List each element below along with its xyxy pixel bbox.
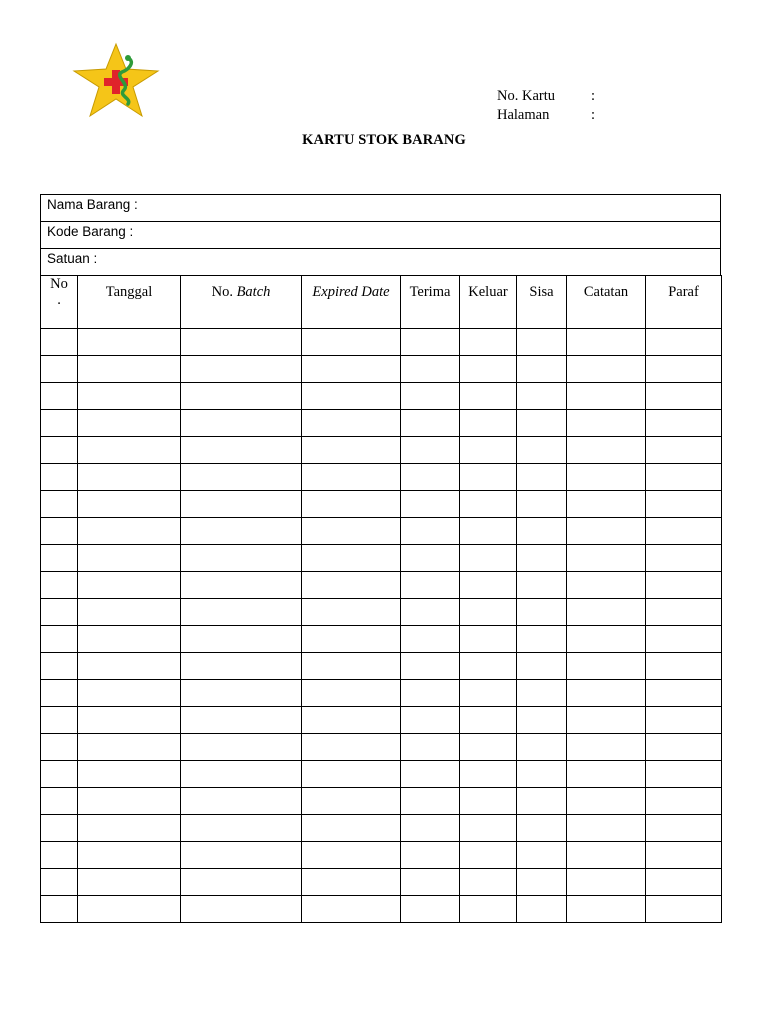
table-cell [460, 626, 517, 653]
table-cell [41, 842, 78, 869]
table-row [41, 707, 722, 734]
table-cell [460, 329, 517, 356]
table-cell [401, 383, 460, 410]
table-cell [181, 680, 302, 707]
col-no-dot: . [57, 292, 61, 308]
table-cell [460, 356, 517, 383]
table-cell [41, 761, 78, 788]
table-cell [41, 545, 78, 572]
table-cell [401, 707, 460, 734]
table-cell [302, 437, 401, 464]
table-cell [181, 599, 302, 626]
table-cell [567, 734, 646, 761]
table-body [41, 329, 722, 923]
table-cell [78, 626, 181, 653]
item-info-box [40, 194, 721, 275]
table-cell [646, 788, 722, 815]
table-cell [401, 410, 460, 437]
table-cell [646, 815, 722, 842]
table-row [41, 896, 722, 923]
table-cell [401, 329, 460, 356]
table-cell [78, 815, 181, 842]
table-row [41, 545, 722, 572]
table-cell [460, 761, 517, 788]
table-cell [41, 464, 78, 491]
table-cell [181, 626, 302, 653]
table-cell [401, 518, 460, 545]
table-cell [78, 680, 181, 707]
table-cell [78, 329, 181, 356]
table-cell [517, 599, 567, 626]
table-cell [567, 761, 646, 788]
table-cell [517, 518, 567, 545]
table-cell [517, 464, 567, 491]
table-cell [181, 410, 302, 437]
table-cell [646, 545, 722, 572]
table-cell [401, 491, 460, 518]
table-cell [181, 653, 302, 680]
table-cell [41, 896, 78, 923]
table-cell [567, 842, 646, 869]
table-cell [646, 410, 722, 437]
table-cell [646, 437, 722, 464]
table-cell [517, 734, 567, 761]
table-cell [567, 410, 646, 437]
table-cell [302, 761, 401, 788]
table-cell [181, 869, 302, 896]
table-cell [41, 869, 78, 896]
table-cell [567, 626, 646, 653]
table-cell [401, 356, 460, 383]
table-cell [517, 410, 567, 437]
table-cell [401, 626, 460, 653]
col-notes: Catatan [567, 276, 646, 329]
table-cell [460, 383, 517, 410]
table-cell [302, 680, 401, 707]
table-cell [78, 599, 181, 626]
table-cell [302, 329, 401, 356]
col-no [41, 276, 78, 329]
col-batch-italic: Batch [236, 284, 271, 300]
table-cell [567, 653, 646, 680]
table-cell [401, 599, 460, 626]
item-code-row: Kode Barang : [40, 221, 721, 248]
table-cell [460, 572, 517, 599]
table-cell [78, 518, 181, 545]
table-cell [41, 491, 78, 518]
table-cell [302, 383, 401, 410]
table-cell [41, 788, 78, 815]
card-meta [497, 87, 595, 125]
table-row [41, 869, 722, 896]
table-cell [181, 464, 302, 491]
table-cell [517, 356, 567, 383]
table-cell [567, 383, 646, 410]
table-cell [646, 572, 722, 599]
table-cell [41, 653, 78, 680]
table-cell [646, 599, 722, 626]
table-cell [41, 356, 78, 383]
table-cell [401, 545, 460, 572]
table-cell [517, 707, 567, 734]
table-cell [646, 842, 722, 869]
table-cell [646, 626, 722, 653]
table-cell [401, 788, 460, 815]
table-cell [646, 680, 722, 707]
table-cell [181, 545, 302, 572]
table-cell [567, 815, 646, 842]
table-cell [567, 599, 646, 626]
table-cell [181, 518, 302, 545]
card-number-label: No. Kartu [497, 88, 555, 104]
table-cell [302, 734, 401, 761]
table-cell [460, 599, 517, 626]
table-cell [302, 410, 401, 437]
table-cell [517, 842, 567, 869]
table-cell [646, 464, 722, 491]
table-row [41, 599, 722, 626]
table-row [41, 572, 722, 599]
table-cell [567, 545, 646, 572]
table-cell [646, 896, 722, 923]
col-received: Terima [401, 276, 460, 329]
table-cell [517, 761, 567, 788]
page-title: KARTU STOK BARANG [302, 132, 466, 148]
table-cell [78, 707, 181, 734]
table-cell [41, 410, 78, 437]
table-cell [646, 734, 722, 761]
logo-star-icon [70, 42, 162, 118]
table-cell [181, 437, 302, 464]
table-cell [181, 734, 302, 761]
page-label: Halaman [497, 107, 550, 123]
table-row [41, 761, 722, 788]
table-cell [401, 761, 460, 788]
table-cell [517, 437, 567, 464]
table-row [41, 680, 722, 707]
table-cell [460, 734, 517, 761]
table-cell [646, 383, 722, 410]
table-header-row [41, 276, 722, 329]
table-cell [181, 491, 302, 518]
table-cell [517, 680, 567, 707]
table-row [41, 464, 722, 491]
table-cell [460, 410, 517, 437]
table-cell [302, 545, 401, 572]
table-cell [181, 842, 302, 869]
table-cell [181, 761, 302, 788]
table-cell [517, 815, 567, 842]
table-row [41, 734, 722, 761]
table-cell [567, 437, 646, 464]
table-cell [41, 815, 78, 842]
table-cell [181, 329, 302, 356]
col-batch [181, 276, 302, 329]
snake-head [125, 55, 131, 61]
table-cell [646, 329, 722, 356]
card-number-sep: : [591, 88, 596, 104]
table-cell [460, 707, 517, 734]
table-cell [302, 518, 401, 545]
table-cell [517, 572, 567, 599]
table-cell [517, 653, 567, 680]
table-cell [41, 329, 78, 356]
table-cell [401, 437, 460, 464]
table-cell [567, 491, 646, 518]
table-cell [401, 869, 460, 896]
table-cell [41, 707, 78, 734]
table-row [41, 518, 722, 545]
table-cell [41, 572, 78, 599]
card-number-row [497, 87, 595, 106]
table-row [41, 815, 722, 842]
table-cell [78, 761, 181, 788]
table-cell [78, 788, 181, 815]
table-cell [302, 788, 401, 815]
table-cell [460, 788, 517, 815]
table-cell [181, 707, 302, 734]
table-cell [646, 356, 722, 383]
table-cell [181, 896, 302, 923]
col-expired: Expired Date [302, 276, 401, 329]
table-cell [567, 869, 646, 896]
table-cell [78, 464, 181, 491]
table-cell [302, 572, 401, 599]
table-cell [517, 788, 567, 815]
table-cell [567, 707, 646, 734]
table-cell [517, 545, 567, 572]
table-cell [302, 842, 401, 869]
table-cell [41, 383, 78, 410]
table-cell [517, 491, 567, 518]
table-cell [517, 383, 567, 410]
table-row [41, 653, 722, 680]
table-cell [517, 896, 567, 923]
table-cell [460, 815, 517, 842]
table-cell [78, 842, 181, 869]
table-cell [41, 518, 78, 545]
table-row [41, 491, 722, 518]
table-cell [401, 842, 460, 869]
table-row [41, 842, 722, 869]
table-cell [78, 869, 181, 896]
table-cell [646, 491, 722, 518]
table-cell [646, 869, 722, 896]
table-cell [401, 815, 460, 842]
table-cell [302, 653, 401, 680]
table-cell [302, 707, 401, 734]
table-cell [302, 599, 401, 626]
table-cell [460, 545, 517, 572]
table-cell [567, 896, 646, 923]
table-row [41, 383, 722, 410]
table-cell [646, 653, 722, 680]
table-cell [517, 329, 567, 356]
table-cell [460, 842, 517, 869]
table-cell [567, 680, 646, 707]
table-cell [460, 653, 517, 680]
table-cell [401, 896, 460, 923]
table-cell [302, 869, 401, 896]
col-signature: Paraf [646, 276, 722, 329]
table-cell [460, 464, 517, 491]
table-cell [401, 734, 460, 761]
table-cell [181, 788, 302, 815]
table-cell [517, 869, 567, 896]
table-cell [78, 653, 181, 680]
table-row [41, 356, 722, 383]
col-date: Tanggal [78, 276, 181, 329]
table-cell [567, 464, 646, 491]
table-cell [567, 356, 646, 383]
table-cell [41, 680, 78, 707]
col-no-label: No [50, 276, 68, 292]
table-cell [78, 491, 181, 518]
table-row [41, 410, 722, 437]
table-cell [78, 572, 181, 599]
table-cell [460, 680, 517, 707]
table-cell [41, 734, 78, 761]
table-cell [517, 626, 567, 653]
table-cell [78, 410, 181, 437]
table-cell [646, 518, 722, 545]
table-cell [646, 707, 722, 734]
page-sep: : [591, 107, 596, 123]
table-cell [302, 464, 401, 491]
table-cell [78, 437, 181, 464]
table-cell [567, 788, 646, 815]
table-cell [401, 572, 460, 599]
table-cell [567, 329, 646, 356]
table-cell [78, 545, 181, 572]
table-cell [302, 356, 401, 383]
table-cell [567, 572, 646, 599]
table-cell [567, 518, 646, 545]
table-row [41, 626, 722, 653]
table-cell [460, 437, 517, 464]
table-cell [302, 491, 401, 518]
table-cell [302, 626, 401, 653]
table-row [41, 437, 722, 464]
table-cell [302, 896, 401, 923]
table-cell [41, 626, 78, 653]
table-cell [646, 761, 722, 788]
table-cell [181, 356, 302, 383]
table-cell [460, 896, 517, 923]
table-cell [41, 599, 78, 626]
table-cell [181, 815, 302, 842]
table-cell [181, 383, 302, 410]
table-row [41, 788, 722, 815]
table-cell [78, 356, 181, 383]
table-cell [302, 815, 401, 842]
table-cell [401, 680, 460, 707]
col-batch-prefix: No. [211, 284, 233, 300]
table-row [41, 329, 722, 356]
unit-row: Satuan : [40, 248, 721, 275]
table-cell [460, 491, 517, 518]
table-cell [460, 518, 517, 545]
table-cell [401, 464, 460, 491]
table-cell [78, 383, 181, 410]
col-issued: Keluar [460, 276, 517, 329]
stock-table [40, 275, 722, 923]
table-cell [41, 437, 78, 464]
table-cell [78, 896, 181, 923]
table-cell [401, 653, 460, 680]
item-name-row: Nama Barang : [40, 194, 721, 221]
table-cell [181, 572, 302, 599]
table-cell [78, 734, 181, 761]
table-cell [460, 869, 517, 896]
page-row [497, 106, 595, 125]
col-balance: Sisa [517, 276, 567, 329]
